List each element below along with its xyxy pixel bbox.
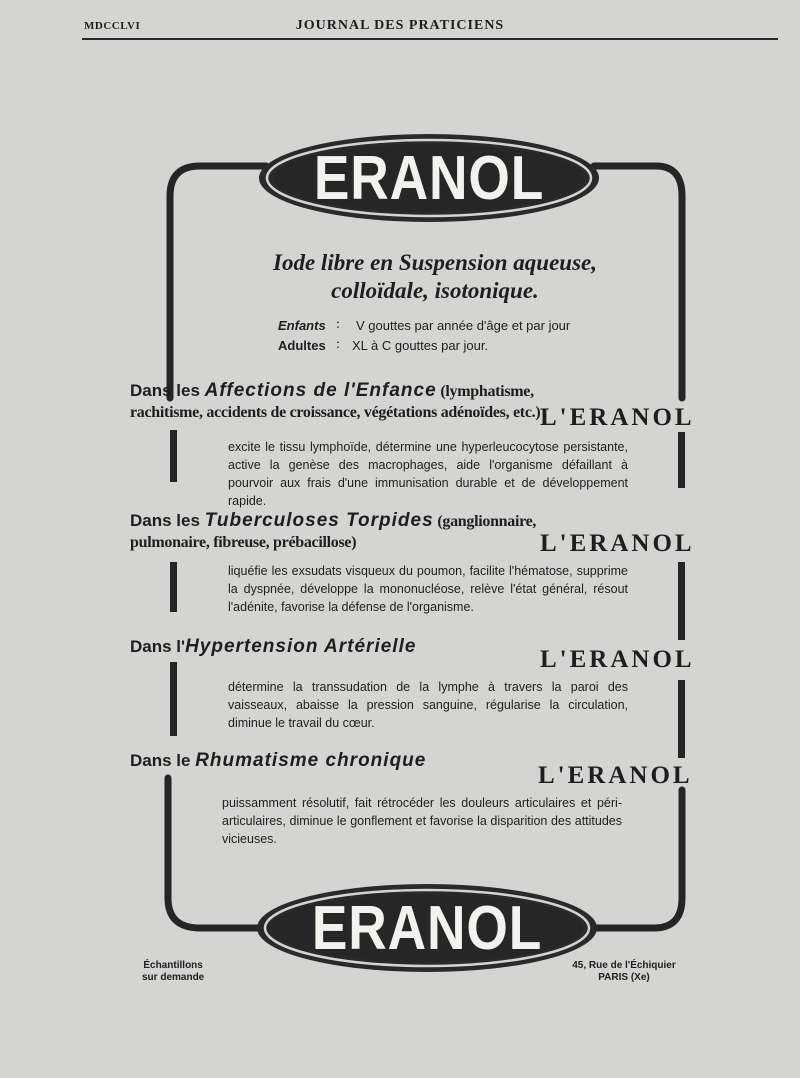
address-line-2: PARIS (Xe) bbox=[598, 972, 650, 983]
section-heading bbox=[130, 510, 536, 532]
intro-line-2: colloïdale, isotonique. bbox=[331, 278, 539, 303]
samples-line-1: Échantillons bbox=[143, 960, 203, 971]
logo-wordmark-bottom: ERANOL bbox=[311, 893, 543, 963]
left-bar bbox=[170, 662, 177, 736]
samples-note bbox=[142, 960, 204, 984]
section-heading bbox=[130, 750, 426, 772]
section-prefix: Dans l' bbox=[130, 637, 186, 656]
intro-line-1: Iode libre en Suspension aqueuse, bbox=[273, 250, 597, 275]
section-continuation: pulmonaire, fibreuse, prébacillose) bbox=[130, 534, 357, 551]
dosage-text-adults: XL à C gouttes par jour. bbox=[352, 338, 489, 353]
brand-label: L'ERANOL bbox=[540, 404, 695, 431]
left-bar bbox=[170, 562, 177, 612]
section-title: Hypertension Artérielle bbox=[185, 636, 417, 657]
brand-label: L'ERANOL bbox=[540, 530, 695, 557]
section-paren: (ganglionnaire, bbox=[433, 513, 537, 530]
logo-wordmark-top: ERANOL bbox=[313, 143, 545, 213]
section-body: liquéfie les exsudats visqueux du poumon, facilite l'hématose, supprime la dyspnée, développe la mononucléose, relève l'état général, résout l'adénite, favorise la défense de l'organisme. bbox=[228, 564, 628, 614]
address bbox=[540, 960, 708, 984]
section-heading bbox=[130, 636, 416, 658]
section-prefix: Dans le bbox=[130, 751, 196, 770]
address-line-1: 45, Rue de l'Échiquier bbox=[572, 960, 676, 971]
right-bar bbox=[678, 432, 685, 488]
section-prefix: Dans les bbox=[130, 381, 205, 400]
brand-label: L'ERANOL bbox=[538, 762, 693, 789]
dosage-colon: : bbox=[336, 337, 340, 352]
dosage-text-children: V gouttes par année d'âge et par jour bbox=[356, 318, 571, 333]
right-bar bbox=[678, 562, 685, 640]
brand-label: L'ERANOL bbox=[540, 646, 695, 673]
section-continuation: rachitisme, accidents de croissance, végétations adénoïdes, etc.) bbox=[130, 404, 541, 421]
section-title: Rhumatisme chronique bbox=[195, 750, 427, 771]
journal-title: JOURNAL DES PRATICIENS bbox=[295, 18, 505, 33]
left-bar bbox=[170, 430, 177, 482]
samples-line-2: sur demande bbox=[142, 972, 205, 983]
section-title: Tuberculoses Torpides bbox=[204, 510, 434, 531]
dosage-colon: : bbox=[336, 317, 340, 332]
dosage-label-children: Enfants bbox=[278, 318, 326, 333]
section-body: puissamment résolutif, fait rétrocéder les douleurs articulaires et péri-articulaires, diminue le gonflement et favorise la disparition des attitudes vicieuses. bbox=[222, 796, 622, 846]
volume-number: MDCCLVI bbox=[84, 20, 141, 32]
section-paren: (lymphatisme, bbox=[436, 383, 534, 400]
dosage-label-adults: Adultes bbox=[278, 338, 326, 353]
section-title: Affections de l'Enfance bbox=[204, 380, 437, 401]
eranol-logo-top bbox=[254, 128, 604, 228]
section-body: excite le tissu lymphoïde, détermine une hyperleucocytose persistante, active la genèse des macrophages, aide l'organisme défaillant à pourvoir aux frais d'une immunisation durable et de développement rapide. bbox=[228, 440, 628, 508]
section-heading bbox=[130, 380, 534, 402]
right-bar bbox=[678, 680, 685, 758]
section-body: détermine la transsudation de la lymphe à travers la paroi des vaisseaux, abaisse la pression sanguine, régularise la circulation, diminue le travail du cœur. bbox=[228, 680, 628, 730]
section-prefix: Dans les bbox=[130, 511, 205, 530]
